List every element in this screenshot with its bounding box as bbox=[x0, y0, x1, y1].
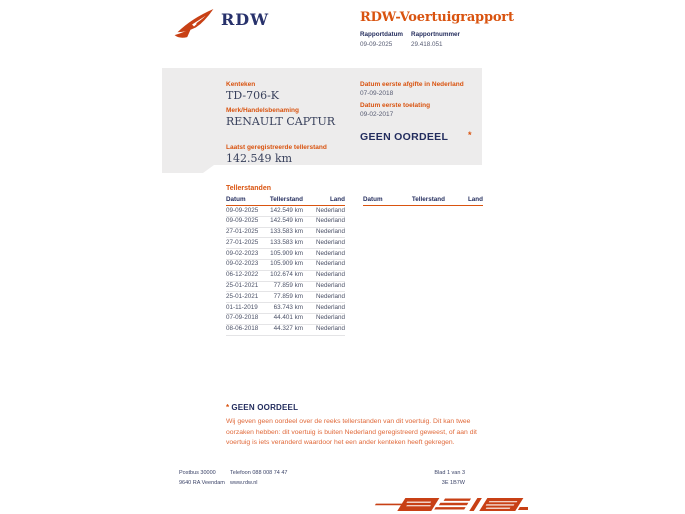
oordeel-footnote bbox=[226, 403, 488, 449]
cell-tellerstand: 142.549 km bbox=[268, 206, 303, 217]
table-row bbox=[226, 313, 345, 324]
page-title: RDW-Voertuigrapport bbox=[360, 10, 514, 25]
cell-datum: 25-01-2021 bbox=[226, 281, 268, 292]
col-header-tellerstand: Tellerstand bbox=[268, 196, 303, 206]
table-row bbox=[226, 206, 345, 217]
footer-doc-code: 3E 1B7W bbox=[441, 479, 465, 486]
footer-address bbox=[179, 469, 225, 488]
table-row bbox=[226, 281, 345, 292]
tellerstanden-section bbox=[226, 184, 483, 336]
table-row bbox=[226, 249, 345, 260]
cell-tellerstand: 77.859 km bbox=[268, 292, 303, 303]
cell-tellerstand: 63.743 km bbox=[268, 303, 303, 314]
col-header-datum: Datum bbox=[226, 196, 268, 206]
col-header-tellerstand: Tellerstand bbox=[408, 196, 445, 206]
cell-tellerstand: 133.583 km bbox=[268, 227, 303, 238]
cell-land: Nederland bbox=[303, 281, 345, 292]
merk-value: RENAULT CAPTUR bbox=[226, 115, 336, 128]
tellerstanden-table-empty bbox=[363, 196, 483, 206]
col-header-datum: Datum bbox=[363, 196, 408, 206]
footer-page-indicator: Blad 1 van 3 bbox=[434, 470, 465, 476]
rdw-eagle-icon bbox=[172, 8, 216, 41]
tellerstanden-body bbox=[226, 206, 345, 336]
table-row bbox=[226, 227, 345, 238]
cell-datum: 07-09-2018 bbox=[226, 313, 268, 324]
report-date-block bbox=[360, 31, 403, 49]
report-meta bbox=[360, 31, 460, 49]
speed-stripes-graphic bbox=[372, 497, 528, 512]
report-number-label: Rapportnummer bbox=[411, 31, 461, 38]
cell-land: Nederland bbox=[303, 238, 345, 249]
table-row bbox=[226, 303, 345, 314]
footer-city: 9640 RA Veendam bbox=[179, 479, 225, 486]
col-header-land: Land bbox=[303, 196, 345, 206]
laatste-tellerstand-label: Laatst geregistreerde tellerstand bbox=[226, 144, 327, 151]
table-row bbox=[226, 270, 345, 281]
cell-datum: 09-02-2023 bbox=[226, 249, 268, 260]
footer-phone: Telefoon 088 008 74 47 bbox=[230, 470, 288, 476]
cell-land: Nederland bbox=[303, 292, 345, 303]
panel-corner-tab bbox=[162, 165, 214, 173]
vehicle-summary-panel bbox=[162, 68, 482, 165]
cell-land: Nederland bbox=[303, 324, 345, 335]
oordeel-footnote-marker: * bbox=[468, 130, 472, 140]
table-row bbox=[226, 324, 345, 335]
cell-land: Nederland bbox=[303, 249, 345, 260]
cell-tellerstand: 133.583 km bbox=[268, 238, 303, 249]
eerste-toelating-label: Datum eerste toelating bbox=[360, 102, 431, 109]
tellerstanden-table bbox=[226, 196, 345, 336]
kenteken-value: TD-706-K bbox=[226, 89, 280, 102]
eerste-afgifte-label: Datum eerste afgifte in Nederland bbox=[360, 81, 464, 88]
cell-tellerstand: 77.859 km bbox=[268, 281, 303, 292]
page-footer bbox=[179, 469, 465, 489]
cell-datum: 01-11-2019 bbox=[226, 303, 268, 314]
table-row bbox=[226, 259, 345, 270]
table-row bbox=[226, 238, 345, 249]
cell-datum: 06-12-2022 bbox=[226, 270, 268, 281]
brand-wordmark: RDW bbox=[221, 10, 270, 29]
oordeel-verdict: GEEN OORDEEL bbox=[360, 131, 449, 143]
footnote-title-text: GEEN OORDEEL bbox=[231, 403, 299, 412]
cell-datum: 09-09-2025 bbox=[226, 206, 268, 217]
laatste-tellerstand-value: 142.549 km bbox=[226, 152, 293, 165]
cell-tellerstand: 44.327 km bbox=[268, 324, 303, 335]
report-date-value: 09-09-2025 bbox=[360, 41, 393, 48]
merk-label: Merk/Handelsbenaming bbox=[226, 107, 299, 114]
report-number-value: 29.418.051 bbox=[411, 41, 443, 48]
eerste-toelating-value: 09-02-2017 bbox=[360, 111, 394, 118]
report-number-block bbox=[411, 31, 460, 49]
cell-datum: 27-01-2025 bbox=[226, 227, 268, 238]
table-row bbox=[226, 292, 345, 303]
cell-tellerstand: 105.909 km bbox=[268, 259, 303, 270]
cell-land: Nederland bbox=[303, 270, 345, 281]
cell-tellerstand: 142.549 km bbox=[268, 216, 303, 227]
cell-tellerstand: 44.401 km bbox=[268, 313, 303, 324]
cell-tellerstand: 102.674 km bbox=[268, 270, 303, 281]
cell-land: Nederland bbox=[303, 206, 345, 217]
cell-land: Nederland bbox=[303, 313, 345, 324]
cell-land: Nederland bbox=[303, 216, 345, 227]
cell-datum: 25-01-2021 bbox=[226, 292, 268, 303]
footer-page-info bbox=[434, 469, 465, 488]
report-date-label: Rapportdatum bbox=[360, 31, 404, 38]
footer-postbus: Postbus 30000 bbox=[179, 470, 216, 476]
footnote-marker: * bbox=[226, 403, 230, 412]
registration-dates-column bbox=[360, 81, 464, 143]
footnote-text: Wij geven geen oordeel over de reeks tellerstanden van dit voertuig. Dit kan twee oorzaken hebben: dit voertuig is buiten Nederland geregistreerd geweest, of aan dit voertuig is iets veranderd waardoor het een ander kenteken heeft gekregen. bbox=[226, 418, 477, 446]
kenteken-label: Kenteken bbox=[226, 81, 256, 88]
cell-datum: 08-06-2018 bbox=[226, 324, 268, 335]
col-header-land: Land bbox=[445, 196, 483, 206]
table-header-row bbox=[363, 196, 483, 206]
cell-datum: 27-01-2025 bbox=[226, 238, 268, 249]
eerste-afgifte-value: 07-09-2018 bbox=[360, 90, 394, 97]
cell-land: Nederland bbox=[303, 303, 345, 314]
cell-land: Nederland bbox=[303, 227, 345, 238]
tables-row bbox=[226, 196, 483, 336]
cell-datum: 09-02-2023 bbox=[226, 259, 268, 270]
vehicle-id-column bbox=[226, 81, 335, 165]
table-row bbox=[226, 216, 345, 227]
footer-website-link[interactable]: www.rdw.nl bbox=[230, 479, 258, 486]
footnote-title bbox=[226, 403, 488, 413]
table-header-row bbox=[226, 196, 345, 206]
cell-datum: 09-09-2025 bbox=[226, 216, 268, 227]
footer-contact bbox=[230, 469, 288, 488]
cell-tellerstand: 105.909 km bbox=[268, 249, 303, 260]
tellerstanden-title: Tellerstanden bbox=[226, 185, 271, 192]
cell-land: Nederland bbox=[303, 259, 345, 270]
